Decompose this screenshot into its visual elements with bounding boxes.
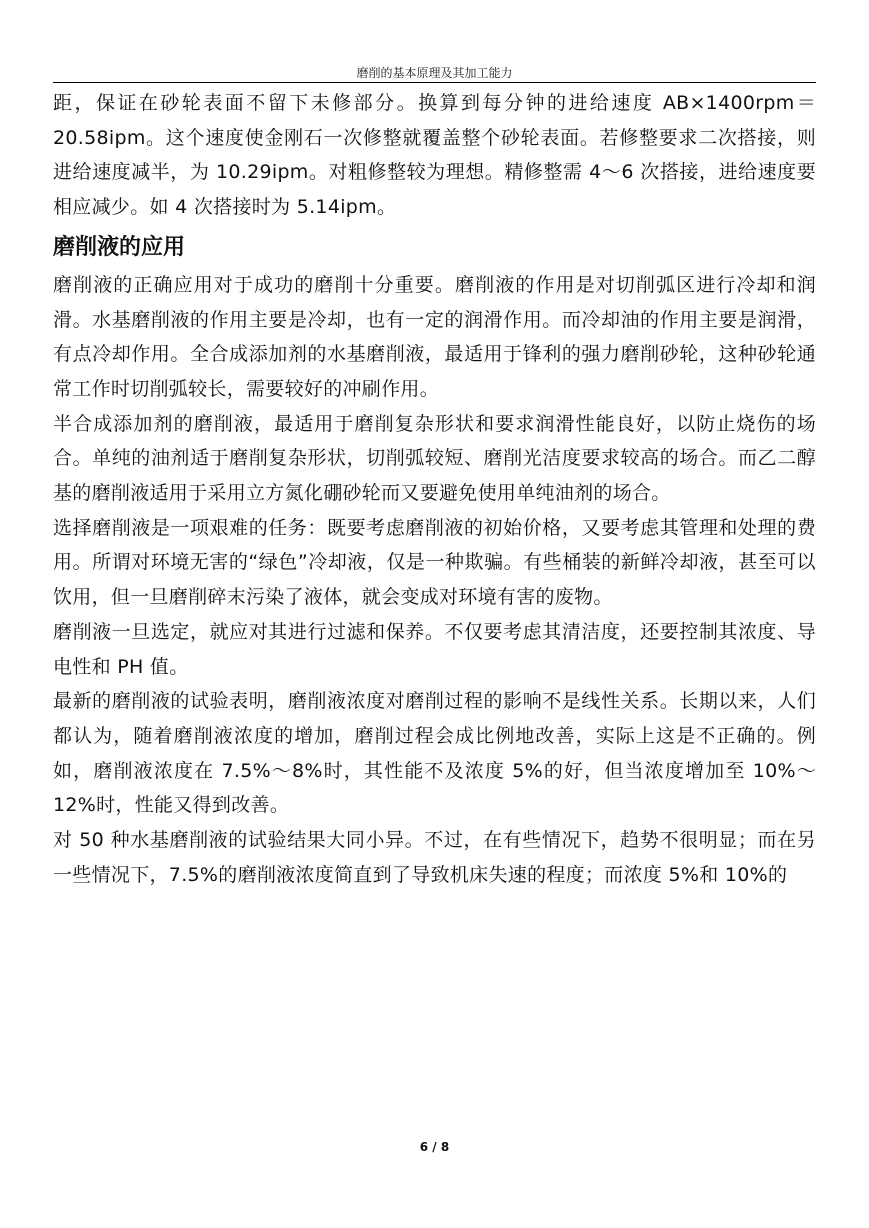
paragraph-3: 选择磨削液是一项艰难的任务：既要考虑磨削液的初始价格，又要考虑其管理和处理的费用。所谓对环境无害的“绿色”冷却液，仅是一种欺骗。有些桶装的新鲜冷却液，甚至可以饮用，但一旦磨削碎末污染了液体，就会变成对环境有害的废物。 [53,516,816,609]
paragraph-2: 半合成添加剂的磨削液，最适用于磨削复杂形状和要求润滑性能良好，以防止烧伤的场合。单纯的油剂适于磨削复杂形状，切削弧较短、磨削光洁度要求较高的场合。而乙二醇基的磨削液适用于采用立方氮化硼砂轮而又要避免使用单纯油剂的场合。 [53,412,816,505]
section-title: 磨削液的应用 [53,234,186,260]
paragraph-6: 对 50 种水基磨削液的试验结果大同小异。不过，在有些情况下，趋势不很明显；而在另一些情况下，7.5%的磨削液浓度简直到了导致机床失速的程度；而浓度 5%和 10%的 [53,829,816,886]
paragraph-4: 磨削液一旦选定，就应对其进行过滤和保养。不仅要考虑其清洁度，还要控制其浓度、导电性和 PH 值。 [53,620,816,678]
page-number: 6 / 8 [419,1140,450,1154]
running-header: 磨削的基本原理及其加工能力 [356,66,513,80]
paragraph-5: 最新的磨削液的试验表明，磨削液浓度对磨削过程的影响不是线性关系。长期以来，人们都认为，随着磨削液浓度的增加，磨削过程会成比例地改善，实际上这是不正确的。例如，磨削液浓度在 7.5%～8%时，其性能不及浓度 5%的好，但当浓度增加至 10%～12%时，性能又得到改善。 [53,690,816,817]
header-rule [53,82,816,83]
document-body [53,86,816,892]
paragraph-1: 磨削液的正确应用对于成功的磨削十分重要。磨削液的作用是对切削弧区进行冷却和润滑。水基磨削液的作用主要是冷却，也有一定的润滑作用。而冷却油的作用主要是润滑，有点冷却作用。全合成添加剂的水基磨削液，最适用于锋利的强力磨削砂轮，这种砂轮通常工作时切削弧较长，需要较好的冲刷作用。 [53,273,816,400]
intro-paragraph: 距，保证在砂轮表面不留下未修部分。换算到每分钟的进给速度 AB×1400rpm＝20.58ipm。这个速度使金刚石一次修整就覆盖整个砂轮表面。若修整要求二次搭接，则进给速度减半，为 10.29ipm。对粗修整较为理想。精修整需 4～6 次搭接，进给速度要相应减少。如 4 次搭接时为 5.14ipm。 [53,92,816,219]
